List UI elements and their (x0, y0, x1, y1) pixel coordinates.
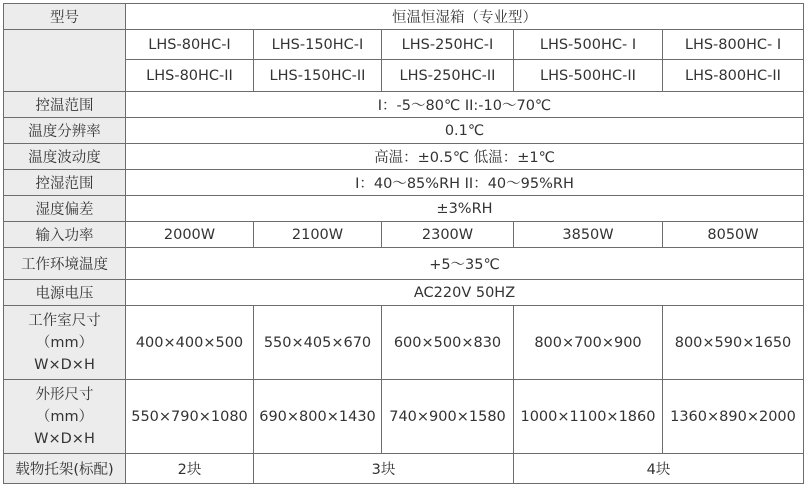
shelves-value: 2块 (126, 454, 254, 484)
power-value: 3850W (514, 222, 663, 248)
shelves-value: 3块 (254, 454, 514, 484)
shelves-value: 4块 (514, 454, 804, 484)
temp-resolution-value: 0.1℃ (126, 118, 804, 144)
outer-size-value: 1000×1100×1860 (514, 380, 663, 454)
header-row (4, 4, 804, 30)
outer-size-value: 690×800×1430 (254, 380, 382, 454)
ambient-temp-row (4, 248, 804, 280)
humidity-deviation-value: ±3%RH (126, 196, 804, 222)
model-row-1 (4, 30, 804, 60)
model-name: LHS-800HC-II (663, 60, 804, 92)
power-value: 2100W (254, 222, 382, 248)
chamber-size-value: 600×500×830 (382, 306, 514, 380)
chamber-size-axes: W×D×H (34, 356, 95, 373)
model-name: LHS-250HC-I (382, 30, 514, 60)
model-name: LHS-500HC-II (514, 60, 663, 92)
temp-range-row (4, 92, 804, 118)
power-value: 2000W (126, 222, 254, 248)
chamber-size-value: 550×405×670 (254, 306, 382, 380)
model-name: LHS-500HC- I (514, 30, 663, 60)
power-value: 2300W (382, 222, 514, 248)
ambient-temp-label: 工作环境温度 (4, 248, 126, 280)
outer-size-unit: （mm） (35, 408, 94, 425)
temp-fluctuation-row (4, 144, 804, 170)
spec-table (3, 3, 804, 484)
chamber-size-row (4, 306, 804, 380)
model-name: LHS-150HC-II (254, 60, 382, 92)
humidity-deviation-row (4, 196, 804, 222)
table-title: 恒温恒湿箱（专业型） (126, 4, 804, 30)
power-value: 8050W (663, 222, 804, 248)
model-name: LHS-80HC-II (126, 60, 254, 92)
outer-size-axes: W×D×H (34, 430, 95, 447)
outer-size-row (4, 380, 804, 454)
power-row (4, 222, 804, 248)
temp-fluctuation-value: 高温：±0.5℃ 低温：±1℃ (126, 144, 804, 170)
shelves-label: 载物托架(标配) (4, 454, 126, 484)
chamber-size-label-line: 工作室尺寸 (28, 312, 101, 329)
humidity-range-label: 控湿范围 (4, 170, 126, 196)
shelves-row (4, 454, 804, 484)
supply-voltage-row (4, 280, 804, 306)
humidity-range-row (4, 170, 804, 196)
temp-fluctuation-label: 温度波动度 (4, 144, 126, 170)
temp-range-label: 控温范围 (4, 92, 126, 118)
supply-voltage-label: 电源电压 (4, 280, 126, 306)
chamber-size-value: 800×590×1650 (663, 306, 804, 380)
humidity-range-value: I：40～85%RH II：40～95%RH (126, 170, 804, 196)
power-label: 输入功率 (4, 222, 126, 248)
outer-size-label-line: 外形尺寸 (35, 386, 94, 403)
supply-voltage-value: AC220V 50HZ (126, 280, 804, 306)
outer-size-value: 1360×890×2000 (663, 380, 804, 454)
temp-resolution-row (4, 118, 804, 144)
outer-size-label (4, 380, 126, 454)
model-name: LHS-80HC-I (126, 30, 254, 60)
chamber-size-value: 400×400×500 (126, 306, 254, 380)
chamber-size-label (4, 306, 126, 380)
chamber-size-value: 800×700×900 (514, 306, 663, 380)
temp-range-value: I：-5～80℃ II:-10～70℃ (126, 92, 804, 118)
outer-size-value: 740×900×1580 (382, 380, 514, 454)
model-name: LHS-150HC-I (254, 30, 382, 60)
temp-resolution-label: 温度分辨率 (4, 118, 126, 144)
model-label-blank (4, 30, 126, 92)
outer-size-value: 550×790×1080 (126, 380, 254, 454)
humidity-deviation-label: 湿度偏差 (4, 196, 126, 222)
ambient-temp-value: +5～35℃ (126, 248, 804, 280)
chamber-size-unit: （mm） (35, 334, 94, 351)
model-name: LHS-800HC- I (663, 30, 804, 60)
model-name: LHS-250HC-II (382, 60, 514, 92)
model-label: 型号 (4, 4, 126, 30)
